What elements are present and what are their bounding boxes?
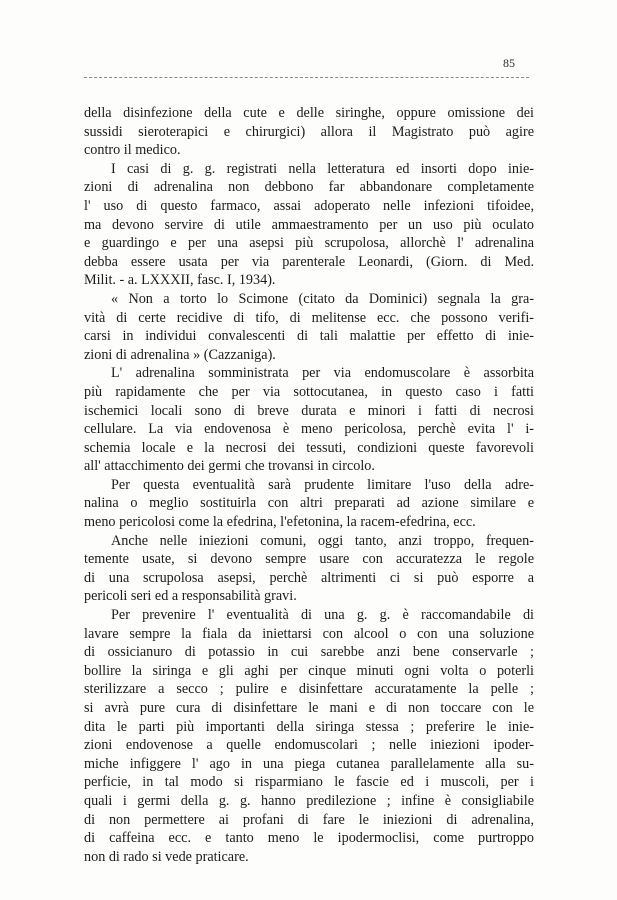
text-line: l' uso di questo farmaco, assai adoperato nelle infezioni tifoidee,	[84, 197, 534, 214]
text-line: dita le parti più importanti della siringa stessa ; preferire le inie-	[84, 718, 534, 735]
text-line: ischemici locali sono di breve durata e minori i fatti di necrosi	[84, 402, 534, 419]
text-line: vità di certe recidive di tifo, di melitense ecc. che possono verifi-	[84, 309, 534, 326]
text-line: della disinfezione della cute e delle siringhe, oppure omissione dei	[84, 105, 534, 121]
paragraph	[84, 160, 534, 290]
text-line: e guardingo e per una asepsi più scrupolosa, allorchè l' adrenalina	[84, 235, 534, 252]
paragraph	[84, 104, 534, 160]
text-line: contro il medico.	[84, 142, 181, 159]
text-line: bollire la siringa e gli aghi per cinque minuti ogni volta o poterli	[84, 662, 534, 679]
text-line: più rapidamente che per via sottocutanea, in questo caso i fatti	[84, 383, 534, 400]
text-line: sterilizzare a secco ; pulire e disinfettare accuratamente la pelle ;	[84, 681, 534, 698]
text-line: Per prevenire l' eventualità di una g. g. è raccomandabile di	[111, 607, 534, 624]
text-line: schemia locale e la necrosi dei tessuti, condizioni queste favorevoli	[84, 439, 534, 456]
text-line: Anche nelle iniezioni comuni, oggi tanto, anzi troppo, frequen-	[111, 532, 534, 549]
paragraph	[84, 476, 534, 532]
paragraph	[84, 364, 534, 476]
text-line: lavare sempre la fiala da iniettarsi con alcool o con una soluzione	[84, 625, 534, 642]
text-line: cellulare. La via endovenosa è meno pericolosa, perchè evita l' i-	[84, 421, 534, 438]
text-line: miche infiggere l' ago in una piega cutanea parallelamente alla su-	[84, 755, 534, 772]
text-line: quali i germi della g. g. hanno predilezione ; infine è consigliabile	[84, 792, 534, 809]
text-line: carsi in individui convalescenti di tali malattie per effetto di inie-	[84, 328, 534, 345]
text-line: non di rado si vede praticare.	[84, 848, 249, 865]
text-line: Per questa eventualità sarà prudente limitare l'uso della adre-	[111, 476, 534, 493]
text-line: zioni endovenose a quelle endomuscolari ; nelle iniezioni ipoder-	[84, 737, 534, 754]
page-number: 85	[503, 56, 515, 70]
text-line: di non permettere ai profani di fare le iniezioni di adrenalina,	[84, 811, 534, 828]
text-line: « Non a torto lo Scimone (citato da Dominici) segnala la gra-	[111, 290, 534, 307]
paragraph	[84, 532, 534, 606]
text-line: ma devono servire di utile ammaestramento per un uso più oculato	[84, 216, 534, 233]
text-line: sussidi sieroterapici e chirurgici) allora il Magistrato può agire	[84, 123, 534, 140]
body-text	[84, 104, 534, 866]
paragraph	[84, 606, 534, 866]
text-line: meno pericolosi come la efedrina, l'efetonina, la racem-efedrina, ecc.	[84, 514, 476, 531]
text-line: di una scrupolosa asepsi, perchè altrimenti ci si può esporre a	[84, 569, 534, 586]
header-rule	[84, 77, 529, 78]
text-line: debba essere usata per via parenterale Leonardi, (Giorn. di Med.	[84, 253, 534, 270]
text-line: zioni di adrenalina non debbono far abbandonare completamente	[84, 179, 534, 196]
text-line: nalina o meglio sostituirla con altri preparati ad azione similare e	[84, 495, 534, 512]
text-line: Milit. - a. LXXXII, fasc. I, 1934).	[84, 272, 276, 289]
text-line: si avrà pure cura di disinfettare le mani e di non toccare con le	[84, 700, 534, 716]
paragraph	[84, 290, 534, 364]
text-line: pericoli seri ed a responsabilità gravi.	[84, 588, 297, 605]
text-line: temente usate, si devono sempre usare con accuratezza le regole	[84, 551, 534, 568]
text-line: perficie, in tal modo si risparmiano le fascie ed i muscoli, per i	[84, 774, 534, 791]
text-line: all' attacchimento dei germi che trovansi in circolo.	[84, 458, 375, 475]
text-line: zioni di adrenalina » (Cazzaniga).	[84, 346, 276, 363]
text-line: L' adrenalina somministrata per via endomuscolare è assorbita	[111, 365, 534, 382]
text-line: di caffeina ecc. e tanto meno le ipodermoclisi, come purtroppo	[84, 830, 534, 847]
text-line: di ossicianuro di potassio in cui sarebbe anzi bene conservarle ;	[84, 644, 534, 661]
text-line: I casi di g. g. registrati nella letteratura ed insorti dopo inie-	[111, 160, 534, 177]
